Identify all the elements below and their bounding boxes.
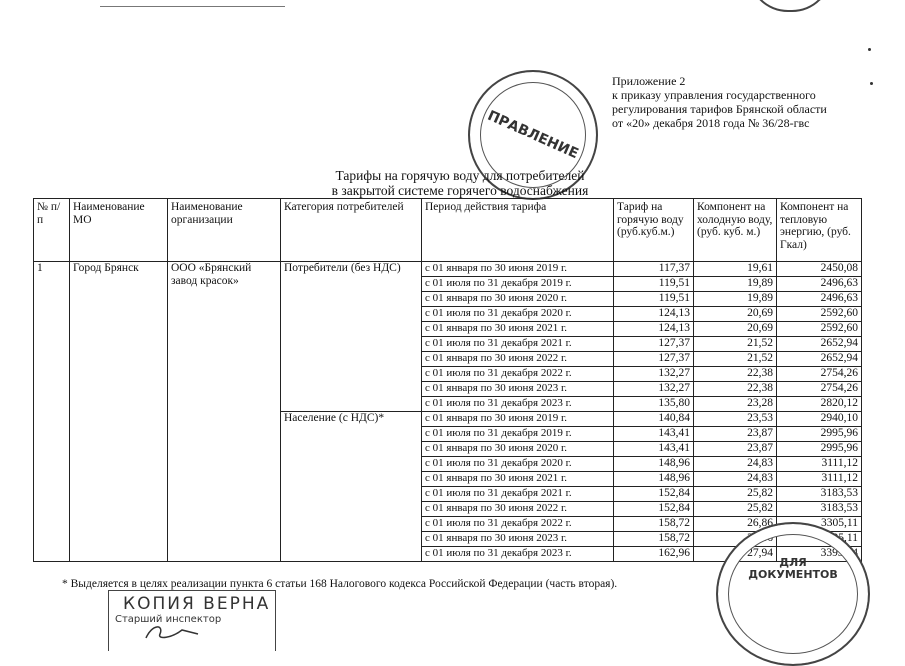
tariff-cell: 124,13 <box>614 307 694 322</box>
appendix-line: регулирования тарифов Брянской области <box>612 102 827 116</box>
tariff-cell: 148,96 <box>614 457 694 472</box>
cold-water-cell: 19,89 <box>694 292 777 307</box>
title-line: в закрытой системе горячего водоснабжения <box>331 183 589 198</box>
scan-dot <box>870 82 873 85</box>
header-cell: Компонент на холодную воду, (руб. куб. м.) <box>694 199 777 262</box>
copy-stamp-subtitle: Старший инспектор <box>115 614 222 625</box>
period-cell: с 01 января по 30 июня 2023 г. <box>422 382 614 397</box>
seal-text: ПРАВЛЕНИЕ <box>485 107 581 163</box>
header-cell: Тариф на горячую воду (руб.куб.м.) <box>614 199 694 262</box>
header-cell: Категория потребителей <box>281 199 422 262</box>
tariff-cell: 140,84 <box>614 412 694 427</box>
period-cell: с 01 января по 30 июня 2019 г. <box>422 262 614 277</box>
period-cell: с 01 июля по 31 декабря 2021 г. <box>422 337 614 352</box>
period-cell: с 01 июля по 31 декабря 2020 г. <box>422 307 614 322</box>
municipality-cell: Город Брянск <box>70 262 168 562</box>
tariff-cell: 127,37 <box>614 352 694 367</box>
heat-energy-cell: 3305,11 <box>777 532 862 547</box>
cold-water-cell: 23,87 <box>694 442 777 457</box>
signature <box>142 622 202 642</box>
header-cell: № п/п <box>34 199 70 262</box>
appendix-header <box>612 74 827 130</box>
tariff-cell: 152,84 <box>614 502 694 517</box>
period-cell: с 01 июля по 31 декабря 2019 г. <box>422 427 614 442</box>
cold-water-cell: 24,83 <box>694 457 777 472</box>
tariff-cell: 124,13 <box>614 322 694 337</box>
heat-energy-cell: 2592,60 <box>777 307 862 322</box>
period-cell: с 01 января по 30 июня 2021 г. <box>422 472 614 487</box>
period-cell: с 01 июля по 31 декабря 2020 г. <box>422 457 614 472</box>
header-cell: Период действия тарифа <box>422 199 614 262</box>
heat-energy-cell: 2995,96 <box>777 427 862 442</box>
period-cell: с 01 июля по 31 декабря 2021 г. <box>422 487 614 502</box>
heat-energy-cell: 3183,53 <box>777 502 862 517</box>
heat-energy-cell: 2940,10 <box>777 412 862 427</box>
heat-energy-cell: 2496,63 <box>777 292 862 307</box>
cold-water-cell: 23,87 <box>694 427 777 442</box>
tariff-cell: 119,51 <box>614 277 694 292</box>
heat-energy-cell: 2995,96 <box>777 442 862 457</box>
organization-cell: ООО «Брянский завод красок» <box>168 262 281 562</box>
cold-water-cell: 19,89 <box>694 277 777 292</box>
tariff-cell: 162,96 <box>614 547 694 562</box>
top-stamp-fragment <box>748 0 832 12</box>
heat-energy-cell: 3183,53 <box>777 487 862 502</box>
heat-energy-cell: 2754,26 <box>777 367 862 382</box>
period-cell: с 01 июля по 31 декабря 2022 г. <box>422 517 614 532</box>
heat-energy-cell: 2754,26 <box>777 382 862 397</box>
tariff-table <box>33 198 862 562</box>
tariff-cell: 152,84 <box>614 487 694 502</box>
tariff-cell: 143,41 <box>614 427 694 442</box>
period-cell: с 01 января по 30 июня 2023 г. <box>422 532 614 547</box>
documents-seal-stamp <box>716 522 870 666</box>
footnote: * Выделяется в целях реализации пункта 6 статьи 168 Налогового кодекса Российской Федерации (часть вторая). <box>62 578 618 590</box>
cold-water-cell: 26,86 <box>694 517 777 532</box>
tariff-cell: 143,41 <box>614 442 694 457</box>
table-body <box>34 262 862 562</box>
cold-water-cell: 23,53 <box>694 412 777 427</box>
period-cell: с 01 января по 30 июня 2020 г. <box>422 442 614 457</box>
tariff-cell: 119,51 <box>614 292 694 307</box>
document-title <box>250 168 670 198</box>
heat-energy-cell: 2652,94 <box>777 337 862 352</box>
cold-water-cell: 19,61 <box>694 262 777 277</box>
bottom-seal-text <box>748 557 838 581</box>
header-cell: Наименование организации <box>168 199 281 262</box>
tariff-cell: 127,37 <box>614 337 694 352</box>
tariff-cell: 158,72 <box>614 532 694 547</box>
bottom-seal-line: ДОКУМЕНТОВ <box>748 568 838 581</box>
bottom-seal-line: ДЛЯ <box>779 556 807 569</box>
title-line: Тарифы на горячую воду для потребителей <box>335 168 585 183</box>
period-cell: с 01 июля по 31 декабря 2023 г. <box>422 397 614 412</box>
copy-stamp-title: КОПИЯ ВЕРНА <box>123 594 271 614</box>
appendix-line: к приказу управления государственного <box>612 88 816 102</box>
heat-energy-cell: 3305,11 <box>777 517 862 532</box>
header-cell: Наименование МО <box>70 199 168 262</box>
tariff-cell: 158,72 <box>614 517 694 532</box>
scan-dot <box>868 48 871 51</box>
tariff-cell: 135,80 <box>614 397 694 412</box>
category-cell: Потребители (без НДС) <box>281 262 422 412</box>
cold-water-cell: 26,86 <box>694 532 777 547</box>
heat-energy-cell: 2652,94 <box>777 352 862 367</box>
period-cell: с 01 июля по 31 декабря 2023 г. <box>422 547 614 562</box>
tariff-cell: 132,27 <box>614 367 694 382</box>
heat-energy-cell: 3393,54 <box>777 547 862 562</box>
cold-water-cell: 25,82 <box>694 487 777 502</box>
heat-energy-cell: 2450,08 <box>777 262 862 277</box>
category-cell: Население (с НДС)* <box>281 412 422 562</box>
tariff-cell: 132,27 <box>614 382 694 397</box>
heat-energy-cell: 2592,60 <box>777 322 862 337</box>
period-cell: с 01 января по 30 июня 2019 г. <box>422 412 614 427</box>
scan-header-mark <box>100 0 285 7</box>
appendix-line: Приложение 2 <box>612 74 686 88</box>
heat-energy-cell: 3111,12 <box>777 457 862 472</box>
appendix-line: от «20» декабря 2018 года № 36/28-гвс <box>612 116 810 130</box>
period-cell: с 01 июля по 31 декабря 2019 г. <box>422 277 614 292</box>
cold-water-cell: 25,82 <box>694 502 777 517</box>
cold-water-cell: 20,69 <box>694 307 777 322</box>
period-cell: с 01 января по 30 июня 2020 г. <box>422 292 614 307</box>
heat-energy-cell: 3111,12 <box>777 472 862 487</box>
period-cell: с 01 января по 30 июня 2021 г. <box>422 322 614 337</box>
tariff-cell: 148,96 <box>614 472 694 487</box>
cold-water-cell: 24,83 <box>694 472 777 487</box>
period-cell: с 01 января по 30 июня 2022 г. <box>422 352 614 367</box>
cold-water-cell: 21,52 <box>694 337 777 352</box>
table-header-row <box>34 199 862 262</box>
heat-energy-cell: 2820,12 <box>777 397 862 412</box>
cold-water-cell: 22,38 <box>694 367 777 382</box>
table-row <box>34 262 862 277</box>
cold-water-cell: 21,52 <box>694 352 777 367</box>
cold-water-cell: 22,38 <box>694 382 777 397</box>
period-cell: с 01 января по 30 июня 2022 г. <box>422 502 614 517</box>
row-number-cell: 1 <box>34 262 70 562</box>
cold-water-cell: 27,94 <box>694 547 777 562</box>
header-cell: Компонент на тепловую энергию, (руб. Гкал) <box>777 199 862 262</box>
tariff-cell: 117,37 <box>614 262 694 277</box>
cold-water-cell: 23,28 <box>694 397 777 412</box>
cold-water-cell: 20,69 <box>694 322 777 337</box>
heat-energy-cell: 2496,63 <box>777 277 862 292</box>
period-cell: с 01 июля по 31 декабря 2022 г. <box>422 367 614 382</box>
